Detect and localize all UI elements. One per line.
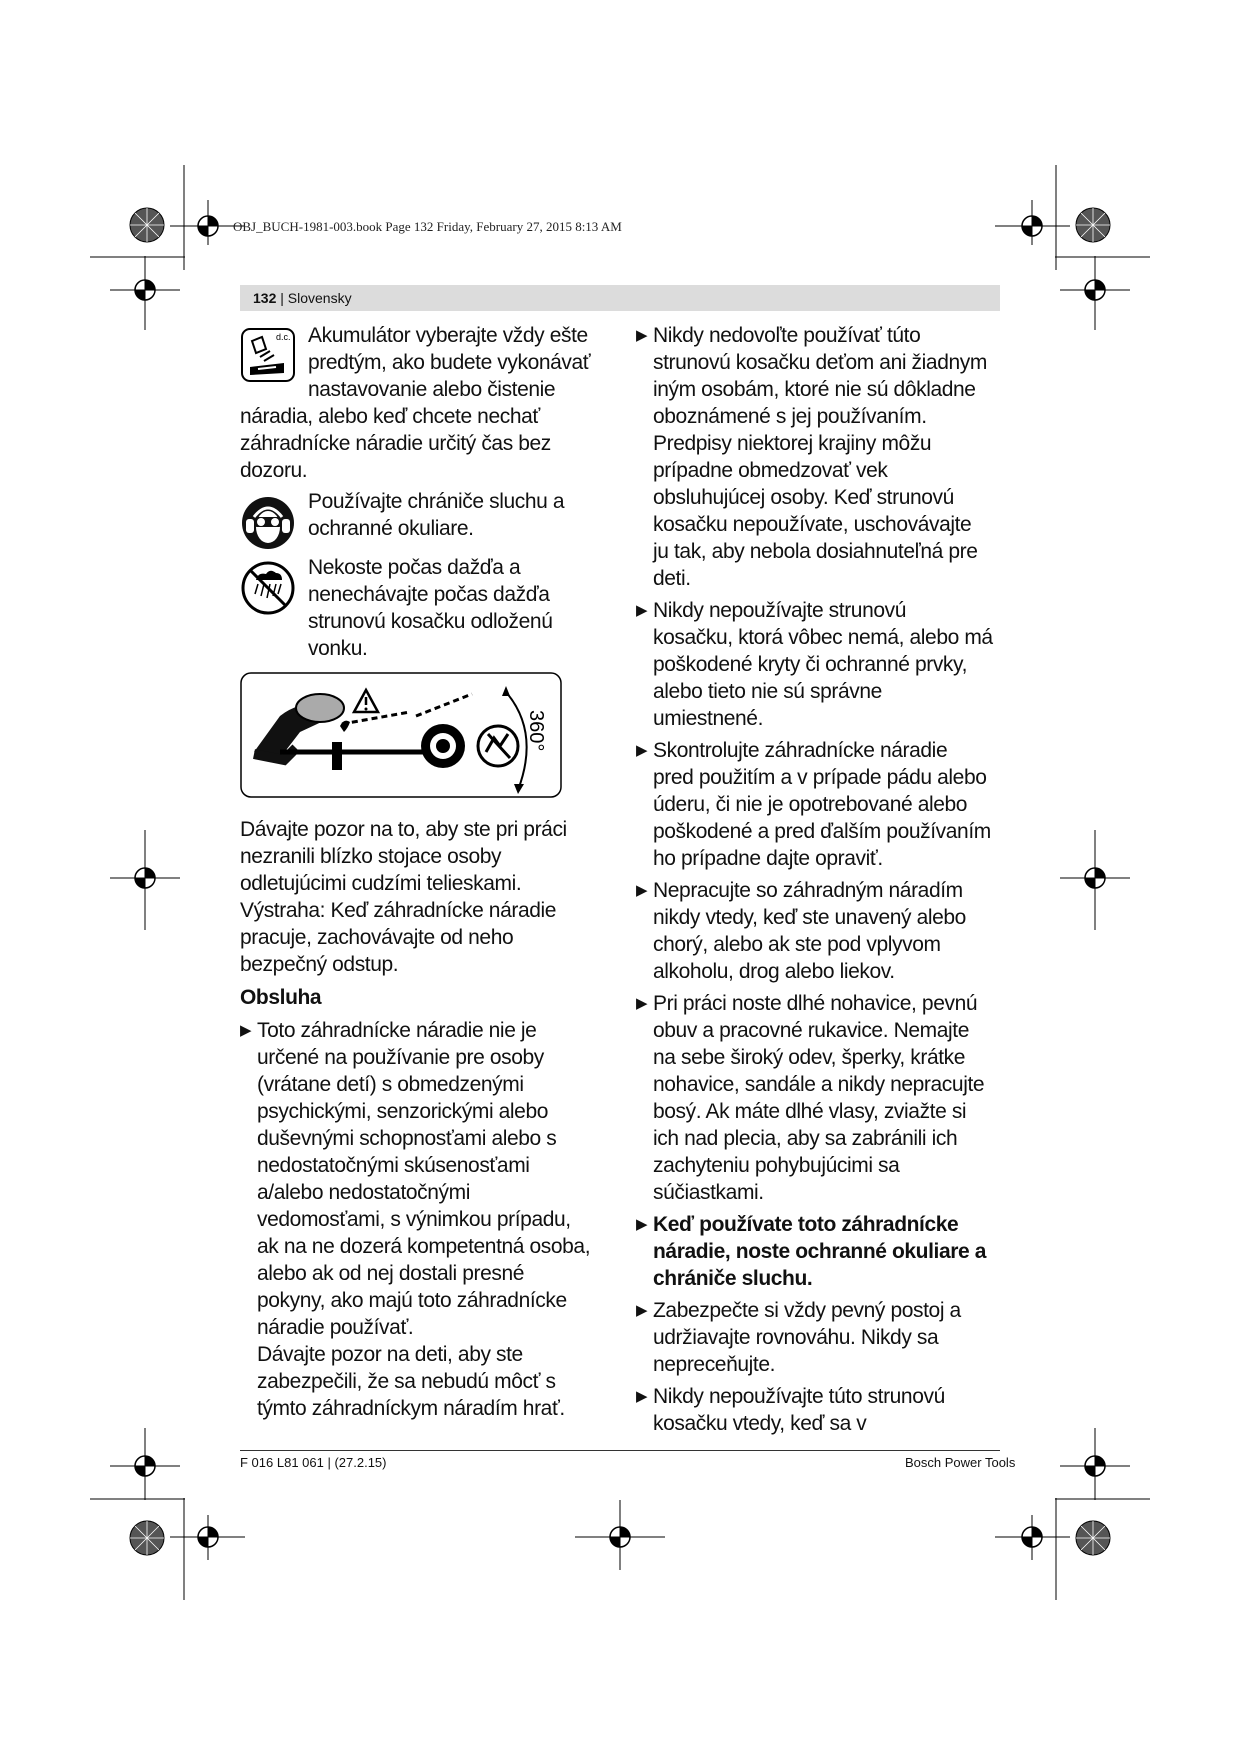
text-line: alebo ak od nej dostali presné (257, 1262, 525, 1285)
text-line: nezranili blízko stojace osoby (240, 845, 502, 868)
text-line: ak na ne dozerá kompetentná osoba, (257, 1235, 591, 1258)
printer-slug-line: OBJ_BUCH-1981-003.book Page 132 Friday, February 27, 2015 8:13 AM (233, 219, 622, 234)
text-line: nikdy vtedy, keď ste unavený alebo (653, 906, 966, 929)
text-line: pokyny, ako majú toto záhradnícke (257, 1289, 567, 1312)
text-line: súčiastkami. (653, 1181, 764, 1204)
text-line: Predpisy niektorej krajiny môžu (653, 432, 932, 455)
text-line: vedomosťami, s výnimkou prípadu, (257, 1208, 571, 1231)
text-line: alkoholu, drog alebo liekov. (653, 960, 895, 983)
rain-warning-text (308, 554, 618, 662)
text-line: Nikdy nepoužívajte strunovú (653, 599, 907, 622)
bullet-item (636, 1297, 1008, 1378)
text-line: nastavovanie alebo čistenie (308, 378, 556, 401)
bullet-item (636, 1383, 1008, 1437)
footer-rule (240, 1450, 1000, 1451)
text-line: zabezpečili, že sa nebudú môcť s (257, 1370, 556, 1393)
bullet-marker-icon: ▶ (636, 327, 648, 344)
text-line: Nikdy nepoužívajte túto strunovú (653, 1385, 945, 1408)
text-line: oboznámené s jej používaním. (653, 405, 927, 428)
text-line: náradia, alebo keď chcete nechať (240, 405, 540, 428)
footer-doc-code: F 016 L81 061 | (27.2.15) (240, 1455, 387, 1470)
text-line: Toto záhradnícke náradie nie je (257, 1019, 537, 1042)
bullet-marker-icon: ▶ (240, 1022, 252, 1039)
text-line: kosačku, ktorá vôbec nemá, alebo má (653, 626, 993, 649)
text-line: náradie, noste ochranné okuliare a (653, 1240, 987, 1263)
text-line: deti. (653, 567, 691, 590)
bullet-marker-icon: ▶ (636, 1388, 648, 1405)
hearing-protection-text (308, 488, 618, 542)
bullet-marker-icon: ▶ (636, 1216, 648, 1233)
text-line: strunovú kosačku deťom ani žiadnym (653, 351, 987, 374)
text-line: kosačku vtedy, keď sa v (653, 1412, 867, 1435)
text-line: vonku. (308, 637, 368, 660)
text-line: nepreceňujte. (653, 1353, 776, 1376)
text-line: nenechávajte počas dažďa (308, 583, 550, 606)
text-line: pred použitím a v prípade pádu alebo (653, 766, 987, 789)
text-line: náradie používať. (257, 1316, 414, 1339)
right-column (636, 322, 1008, 1442)
text-line: nedostatočnými skúsenosťami (257, 1154, 530, 1177)
text-line: umiestnené. (653, 707, 764, 730)
text-line: týmto záhradníckym náradím hrať. (257, 1397, 565, 1420)
rotation-label: 360° (525, 710, 547, 752)
footer-brand: Bosch Power Tools (905, 1455, 1016, 1470)
text-line: na sebe široký odev, šperky, krátke (653, 1046, 966, 1069)
text-line: duševnými schopnosťami alebo s (257, 1127, 557, 1150)
text-line: Dávajte pozor na to, aby ste pri práci (240, 818, 567, 841)
text-line: (vrátane detí) s obmedzenými (257, 1073, 524, 1096)
battery-warning-continued (240, 403, 610, 484)
text-line: Výstraha: Keď záhradnícke náradie (240, 899, 557, 922)
text-line: bosý. Ak máte dlhé vlasy, zviažte si (653, 1100, 967, 1123)
text-line: Akumulátor vyberajte vždy ešte (308, 324, 588, 347)
text-line: udržiavajte rovnováhu. Nikdy sa (653, 1326, 939, 1349)
bullet-item (636, 877, 1008, 985)
text-line: alebo tieto nie sú správne (653, 680, 882, 703)
bullet-marker-icon: ▶ (636, 1302, 648, 1319)
bullet-item (636, 737, 1008, 872)
text-line: pracuje, zachovávajte od neho (240, 926, 514, 949)
text-line: bezpečný odstup. (240, 953, 399, 976)
text-line: strunovú kosačku odloženú (308, 610, 553, 633)
text-line: obsluhujúcej osoby. Keď strunovú (653, 486, 954, 509)
text-line: určené na používanie pre osoby (257, 1046, 544, 1069)
text-line: úderu, či nie je opotrebované alebo (653, 793, 968, 816)
text-line: Nikdy nedovoľte používať túto (653, 324, 921, 347)
bullet-marker-icon: ▶ (636, 602, 648, 619)
text-line: ich nad plecia, aby sa zabránili ich (653, 1127, 958, 1150)
text-line: iným osobám, ktoré nie sú dôkladne (653, 378, 976, 401)
text-line: Používajte chrániče sluchu a (308, 490, 565, 513)
header-language: Slovensky (287, 290, 352, 306)
text-line: psychickými, senzorickými alebo (257, 1100, 549, 1123)
battery-removal-icon (240, 327, 296, 383)
text-line: Zabezpečte si vždy pevný postoj a (653, 1299, 961, 1322)
battery-warning-text (308, 322, 618, 403)
text-line: Nekoste počas dažďa a (308, 556, 521, 579)
text-line: záhradnícke náradie určitý čas bez (240, 432, 551, 455)
bullet-item (240, 1017, 610, 1422)
text-line: ju tak, aby nebola dosiahnuteľná pre (653, 540, 978, 563)
text-line: Dávajte pozor na deti, aby ste (257, 1343, 523, 1366)
text-line: ho prípadne dajte opraviť. (653, 847, 883, 870)
bullet-item (636, 322, 1008, 592)
text-line: obuv a pracovné rukavice. Nemajte (653, 1019, 969, 1042)
page-header-bar (240, 285, 1000, 311)
text-line: prípadne obmedzovať vek (653, 459, 888, 482)
text-line: a/alebo nedostatočnými (257, 1181, 471, 1204)
text-line: chorý, alebo ak ste pod vplyvom (653, 933, 941, 956)
page-header (253, 290, 352, 306)
page-number: 132 (253, 290, 277, 306)
text-line: ochranné okuliare. (308, 517, 474, 540)
text-line: poškodené a pred ďalším používaním (653, 820, 991, 843)
text-line: Nepracujte so záhradným náradím (653, 879, 963, 902)
bullet-marker-icon: ▶ (636, 742, 648, 759)
bullet-marker-icon: ▶ (636, 882, 648, 899)
text-line: poškodené kryty či ochranné prvky, (653, 653, 968, 676)
bullet-item (636, 990, 1008, 1206)
header-separator: | (276, 290, 288, 306)
section-heading: Obsluha (240, 986, 322, 1009)
hearing-eye-protection-icon (240, 495, 296, 551)
text-line: Keď používate toto záhradnícke (653, 1213, 959, 1236)
bullet-item-bold (636, 1211, 1008, 1292)
text-line: predtým, ako budete vykonávať (308, 351, 591, 374)
bullet-item (636, 597, 1008, 732)
distance-warning-text (240, 816, 610, 1427)
bullet-marker-icon: ▶ (636, 995, 648, 1012)
text-line: odletujúcimi cudzími telieskami. (240, 872, 522, 895)
text-line: nohavice, sandále a nikdy nepracujte (653, 1073, 985, 1096)
text-line: dozoru. (240, 459, 308, 482)
text-line: Skontrolujte záhradnícke náradie (653, 739, 948, 762)
text-line: zachyteniu pohybujúcimi sa (653, 1154, 900, 1177)
text-line: kosačku nepoužívate, uschovávajte (653, 513, 972, 536)
thrown-objects-warning-figure (240, 672, 562, 798)
no-rain-icon (240, 560, 296, 616)
text-line: Pri práci noste dlhé nohavice, pevnú (653, 992, 978, 1015)
dc-label: d.c. (276, 332, 291, 342)
text-line: chrániče sluchu. (653, 1267, 813, 1290)
